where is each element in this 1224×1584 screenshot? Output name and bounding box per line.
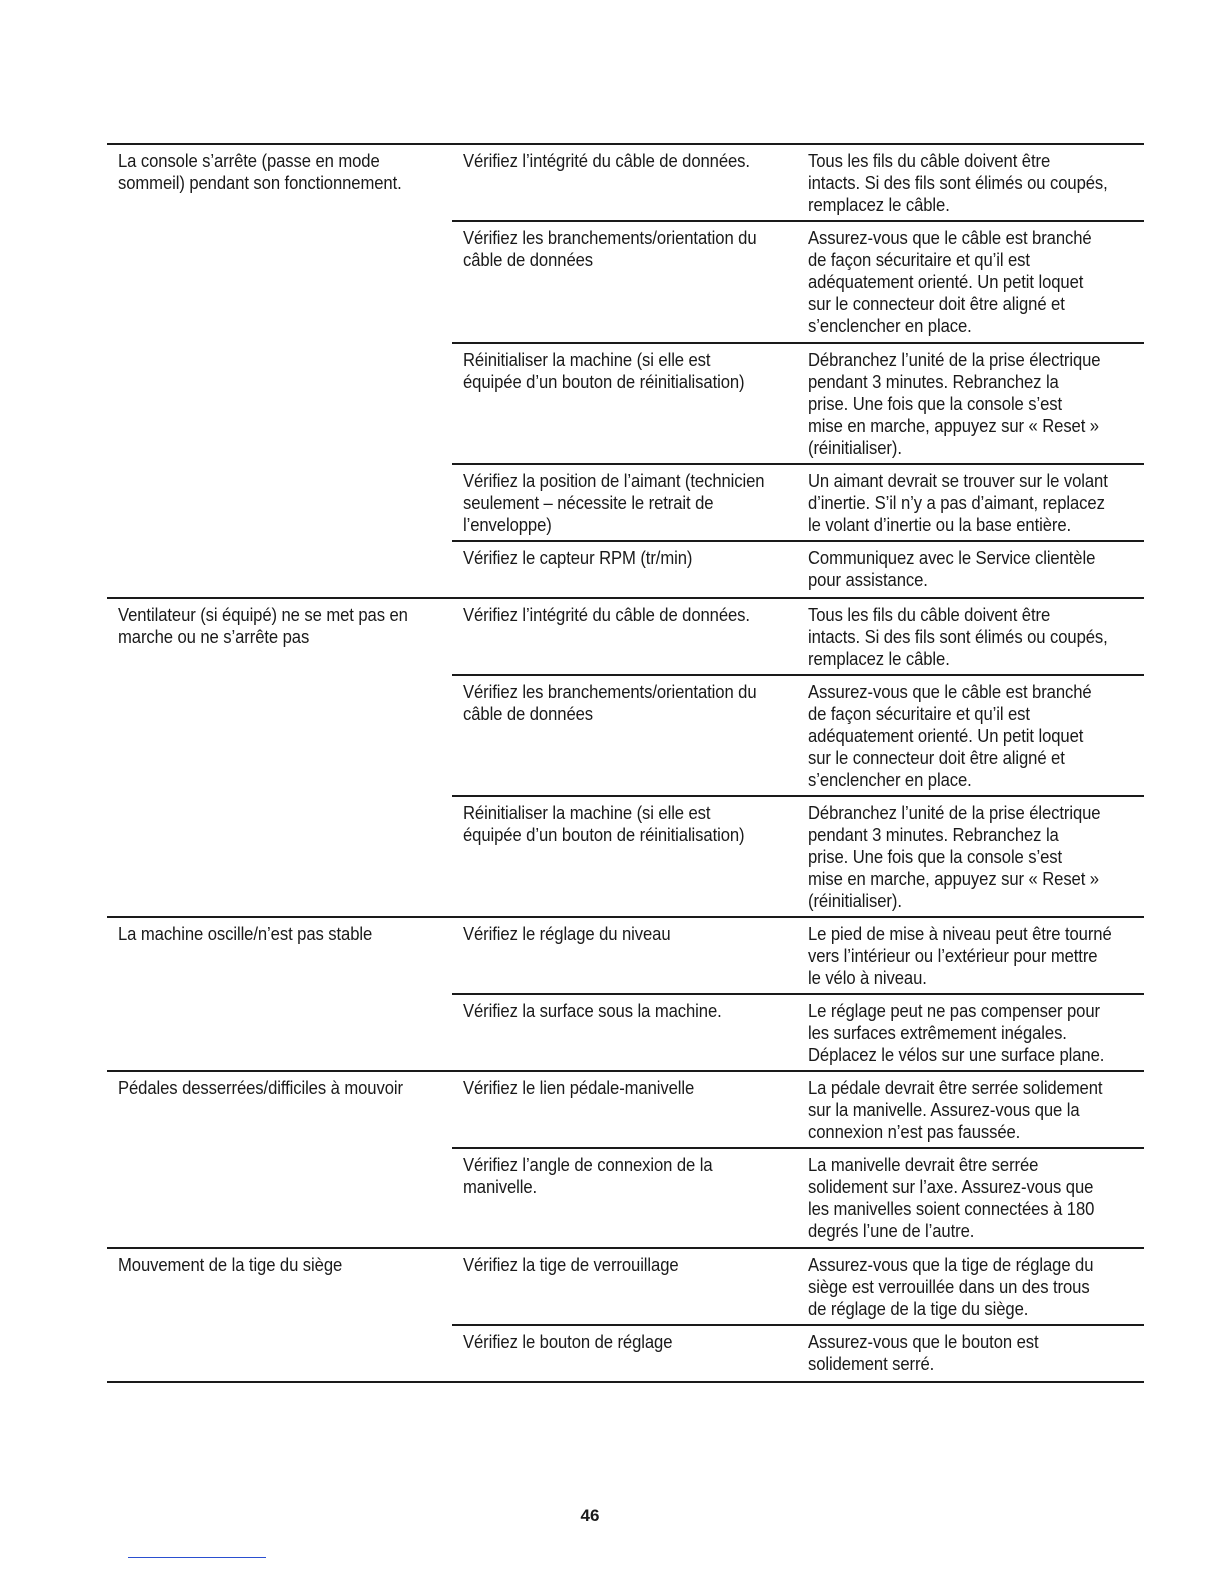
solution-text: le vélo à niveau. (808, 967, 927, 988)
check-text: Vérifiez les branchements/orientation du (463, 681, 757, 702)
solution-text: Assurez-vous que la tige de réglage du (808, 1254, 1094, 1275)
item-divider (452, 1324, 1144, 1326)
solution-text: mise en marche, appuyez sur « Reset » (808, 415, 1099, 436)
check-text: Vérifiez la surface sous la machine. (463, 1000, 722, 1021)
check-text: Vérifiez les branchements/orientation du (463, 227, 757, 248)
check-text: câble de données (463, 703, 594, 724)
solution-text: le volant d’inertie ou la base entière. (808, 514, 1072, 535)
solution-text: prise. Une fois que la console s’est (808, 846, 1063, 867)
solution-text: Un aimant devrait se trouver sur le volant (808, 470, 1108, 491)
solution-text: intacts. Si des fils sont élimés ou coupés, (808, 626, 1108, 647)
solution-text: de réglage de la tige du siège. (808, 1298, 1029, 1319)
solution-text: d’inertie. S’il n’y a pas d’aimant, replacez (808, 492, 1105, 513)
item-divider (452, 540, 1144, 542)
solution-text: adéquatement orienté. Un petit loquet (808, 725, 1084, 746)
solution-text: de façon sécuritaire et qu’il est (808, 703, 1030, 724)
solution-text: Assurez-vous que le câble est branché (808, 681, 1092, 702)
check-text: Vérifiez l’angle de connexion de la (463, 1154, 713, 1175)
solution-text: Assurez-vous que le câble est branché (808, 227, 1092, 248)
item-divider (452, 993, 1144, 995)
problem-text: La machine oscille/n’est pas stable (118, 923, 373, 944)
problem-text: Ventilateur (si équipé) ne se met pas en (118, 604, 408, 625)
solution-text: degrés l’une de l’autre. (808, 1220, 975, 1241)
problem-text: La console s’arrête (passe en mode (118, 150, 380, 171)
solution-text: Assurez-vous que le bouton est (808, 1331, 1039, 1352)
decorative-rule (128, 1557, 266, 1558)
solution-text: (réinitialiser). (808, 437, 902, 458)
check-text: Vérifiez l’intégrité du câble de données. (463, 150, 750, 171)
solution-text: Le réglage peut ne pas compenser pour (808, 1000, 1100, 1021)
solution-text: les manivelles soient connectées à 180 (808, 1198, 1095, 1219)
solution-text: siège est verrouillée dans un des trous (808, 1276, 1090, 1297)
item-divider (452, 463, 1144, 465)
problem-text: marche ou ne s’arrête pas (118, 626, 310, 647)
solution-text: solidement serré. (808, 1353, 935, 1374)
solution-text: remplacez le câble. (808, 648, 950, 669)
check-text: Vérifiez la position de l’aimant (technicien (463, 470, 765, 491)
solution-text: Tous les fils du câble doivent être (808, 150, 1051, 171)
solution-text: s’enclencher en place. (808, 769, 972, 790)
item-divider (452, 795, 1144, 797)
solution-text: s’enclencher en place. (808, 315, 972, 336)
item-divider (452, 674, 1144, 676)
row-divider (107, 916, 1144, 918)
solution-text: (réinitialiser). (808, 890, 902, 911)
check-text: Réinitialiser la machine (si elle est (463, 802, 711, 823)
check-text: équipée d’un bouton de réinitialisation) (463, 371, 745, 392)
solution-text: sur le connecteur doit être aligné et (808, 293, 1065, 314)
solution-text: pendant 3 minutes. Rebranchez la (808, 371, 1059, 392)
solution-text: intacts. Si des fils sont élimés ou coupés, (808, 172, 1108, 193)
check-text: Réinitialiser la machine (si elle est (463, 349, 711, 370)
problem-text: Pédales desserrées/difficiles à mouvoir (118, 1077, 403, 1098)
solution-text: sur la manivelle. Assurez-vous que la (808, 1099, 1080, 1120)
solution-text: connexion n’est pas faussée. (808, 1121, 1021, 1142)
solution-text: vers l’intérieur ou l’extérieur pour mettre (808, 945, 1098, 966)
item-divider (452, 220, 1144, 222)
solution-text: Débranchez l’unité de la prise électrique (808, 349, 1101, 370)
solution-text: sur le connecteur doit être aligné et (808, 747, 1065, 768)
check-text: Vérifiez le réglage du niveau (463, 923, 671, 944)
solution-text: La pédale devrait être serrée solidement (808, 1077, 1103, 1098)
check-text: équipée d’un bouton de réinitialisation) (463, 824, 745, 845)
solution-text: Tous les fils du câble doivent être (808, 604, 1051, 625)
solution-text: Déplacez le vélos sur une surface plane. (808, 1044, 1105, 1065)
check-text: Vérifiez le bouton de réglage (463, 1331, 673, 1352)
solution-text: mise en marche, appuyez sur « Reset » (808, 868, 1099, 889)
check-text: seulement – nécessite le retrait de (463, 492, 714, 513)
row-divider (107, 1070, 1144, 1072)
check-text: Vérifiez le capteur RPM (tr/min) (463, 547, 693, 568)
item-divider (452, 342, 1144, 344)
row-divider (107, 143, 1144, 145)
solution-text: les surfaces extrêmement inégales. (808, 1022, 1067, 1043)
problem-text: Mouvement de la tige du siège (118, 1254, 343, 1275)
solution-text: de façon sécuritaire et qu’il est (808, 249, 1030, 270)
check-text: Vérifiez la tige de verrouillage (463, 1254, 679, 1275)
check-text: Vérifiez le lien pédale-manivelle (463, 1077, 695, 1098)
check-text: Vérifiez l’intégrité du câble de données. (463, 604, 750, 625)
row-divider (107, 597, 1144, 599)
check-text: l’enveloppe) (463, 514, 552, 535)
row-divider (107, 1247, 1144, 1249)
table-bottom-rule (107, 1381, 1144, 1383)
page-number: 46 (580, 1506, 600, 1525)
check-text: manivelle. (463, 1176, 538, 1197)
solution-text: remplacez le câble. (808, 194, 950, 215)
problem-text: sommeil) pendant son fonctionnement. (118, 172, 402, 193)
solution-text: prise. Une fois que la console s’est (808, 393, 1063, 414)
check-text: câble de données (463, 249, 594, 270)
solution-text: pendant 3 minutes. Rebranchez la (808, 824, 1059, 845)
solution-text: Le pied de mise à niveau peut être tourné (808, 923, 1112, 944)
solution-text: Communiquez avec le Service clientèle (808, 547, 1096, 568)
item-divider (452, 1147, 1144, 1149)
solution-text: solidement sur l’axe. Assurez-vous que (808, 1176, 1094, 1197)
solution-text: La manivelle devrait être serrée (808, 1154, 1039, 1175)
solution-text: adéquatement orienté. Un petit loquet (808, 271, 1084, 292)
solution-text: pour assistance. (808, 569, 928, 590)
solution-text: Débranchez l’unité de la prise électrique (808, 802, 1101, 823)
